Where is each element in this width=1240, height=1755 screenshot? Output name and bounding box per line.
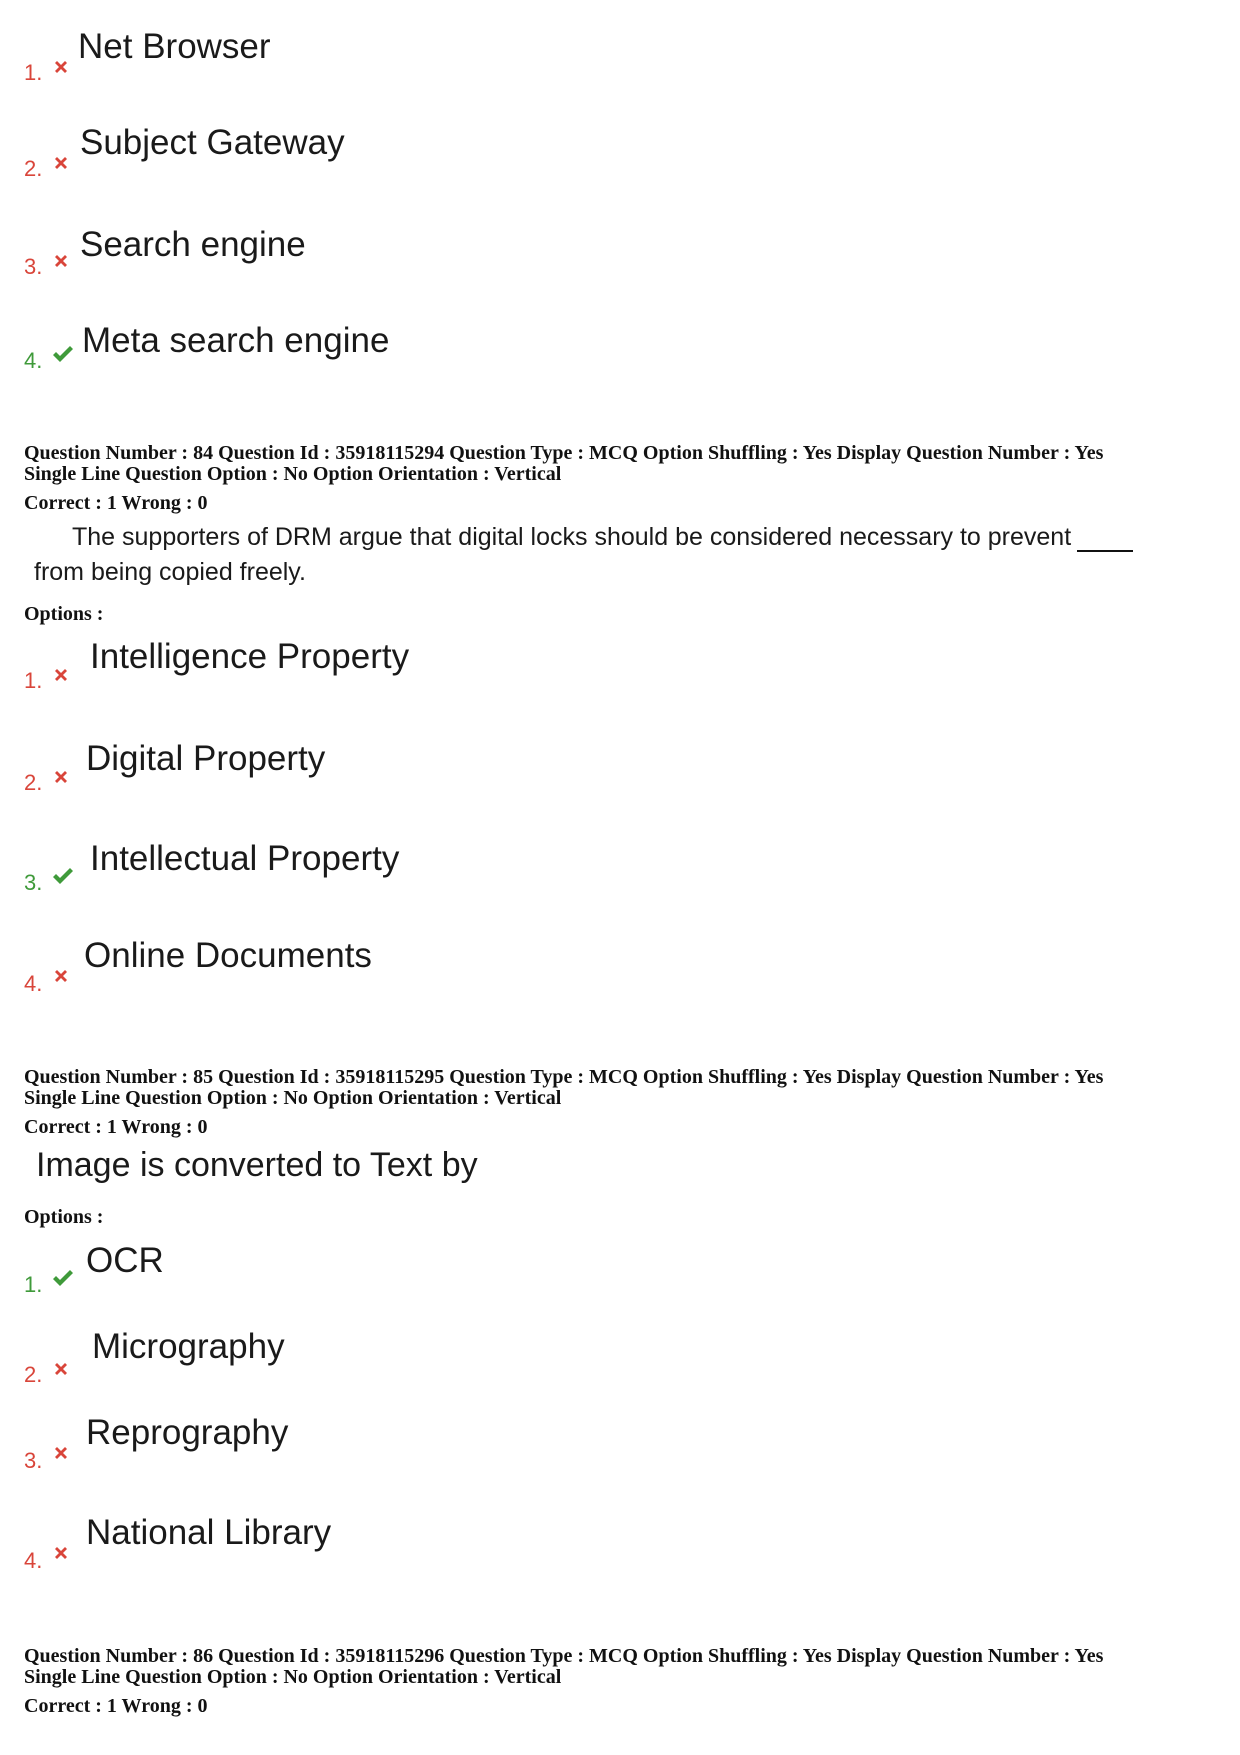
question-marks: Correct : 1 Wrong : 0 [24,492,208,514]
option-number: 4. [24,971,43,996]
option-text: Online Documents [84,936,372,975]
check-icon [52,866,74,886]
option-number: 2. [24,770,43,795]
question-meta-line1: Question Number : 84 Question Id : 35918115294 Question Type : MCQ Option Shuffling : Yes Display Question Number : Yes [24,442,1104,464]
question-text-part2: from being copied freely. [34,558,306,586]
option-text: Intellectual Property [90,839,400,878]
option-number: 4. [24,1548,43,1573]
cross-icon [52,58,70,76]
options-label: Options : [24,603,104,625]
option-number: 3. [24,254,43,279]
option-number: 1. [24,60,43,85]
option-text: OCR [86,1241,164,1280]
check-icon [52,1268,74,1288]
option-number: 2. [24,156,43,181]
option-text: Intelligence Property [90,637,410,676]
cross-icon [52,1544,70,1562]
question-marks: Correct : 1 Wrong : 0 [24,1116,208,1138]
option-number: 1. [24,1272,43,1297]
question-text [72,522,1133,552]
cross-icon [52,1360,70,1378]
answer-blank [1077,528,1133,552]
cross-icon [52,967,70,985]
options-label: Options : [24,1206,104,1228]
question-meta-line2: Single Line Question Option : No Option Orientation : Vertical [24,1087,562,1109]
option-number: 2. [24,1362,43,1387]
cross-icon [52,666,70,684]
option-text: National Library [86,1513,332,1552]
cross-icon [52,1444,70,1462]
option-number: 1. [24,668,43,693]
option-text: Subject Gateway [80,123,345,162]
question-text-part1: The supporters of DRM argue that digital locks should be considered necessary to prevent [72,523,1072,551]
check-icon [52,344,74,364]
option-text: Reprography [86,1413,289,1452]
question-meta-line1: Question Number : 86 Question Id : 35918115296 Question Type : MCQ Option Shuffling : Yes Display Question Number : Yes [24,1645,1104,1667]
cross-icon [52,768,70,786]
question-text: Image is converted to Text by [36,1146,478,1184]
option-text: Net Browser [78,27,271,66]
option-number: 3. [24,870,43,895]
option-text: Meta search engine [82,321,390,360]
question-meta-line2: Single Line Question Option : No Option Orientation : Vertical [24,1666,562,1688]
cross-icon [52,252,70,270]
question-meta-line2: Single Line Question Option : No Option Orientation : Vertical [24,463,562,485]
option-text: Search engine [80,225,306,264]
option-number: 3. [24,1448,43,1473]
option-text: Micrography [92,1327,285,1366]
question-meta-line1: Question Number : 85 Question Id : 35918115295 Question Type : MCQ Option Shuffling : Yes Display Question Number : Yes [24,1066,1104,1088]
question-marks: Correct : 1 Wrong : 0 [24,1695,208,1717]
option-number: 4. [24,348,43,373]
option-text: Digital Property [86,739,326,778]
cross-icon [52,154,70,172]
